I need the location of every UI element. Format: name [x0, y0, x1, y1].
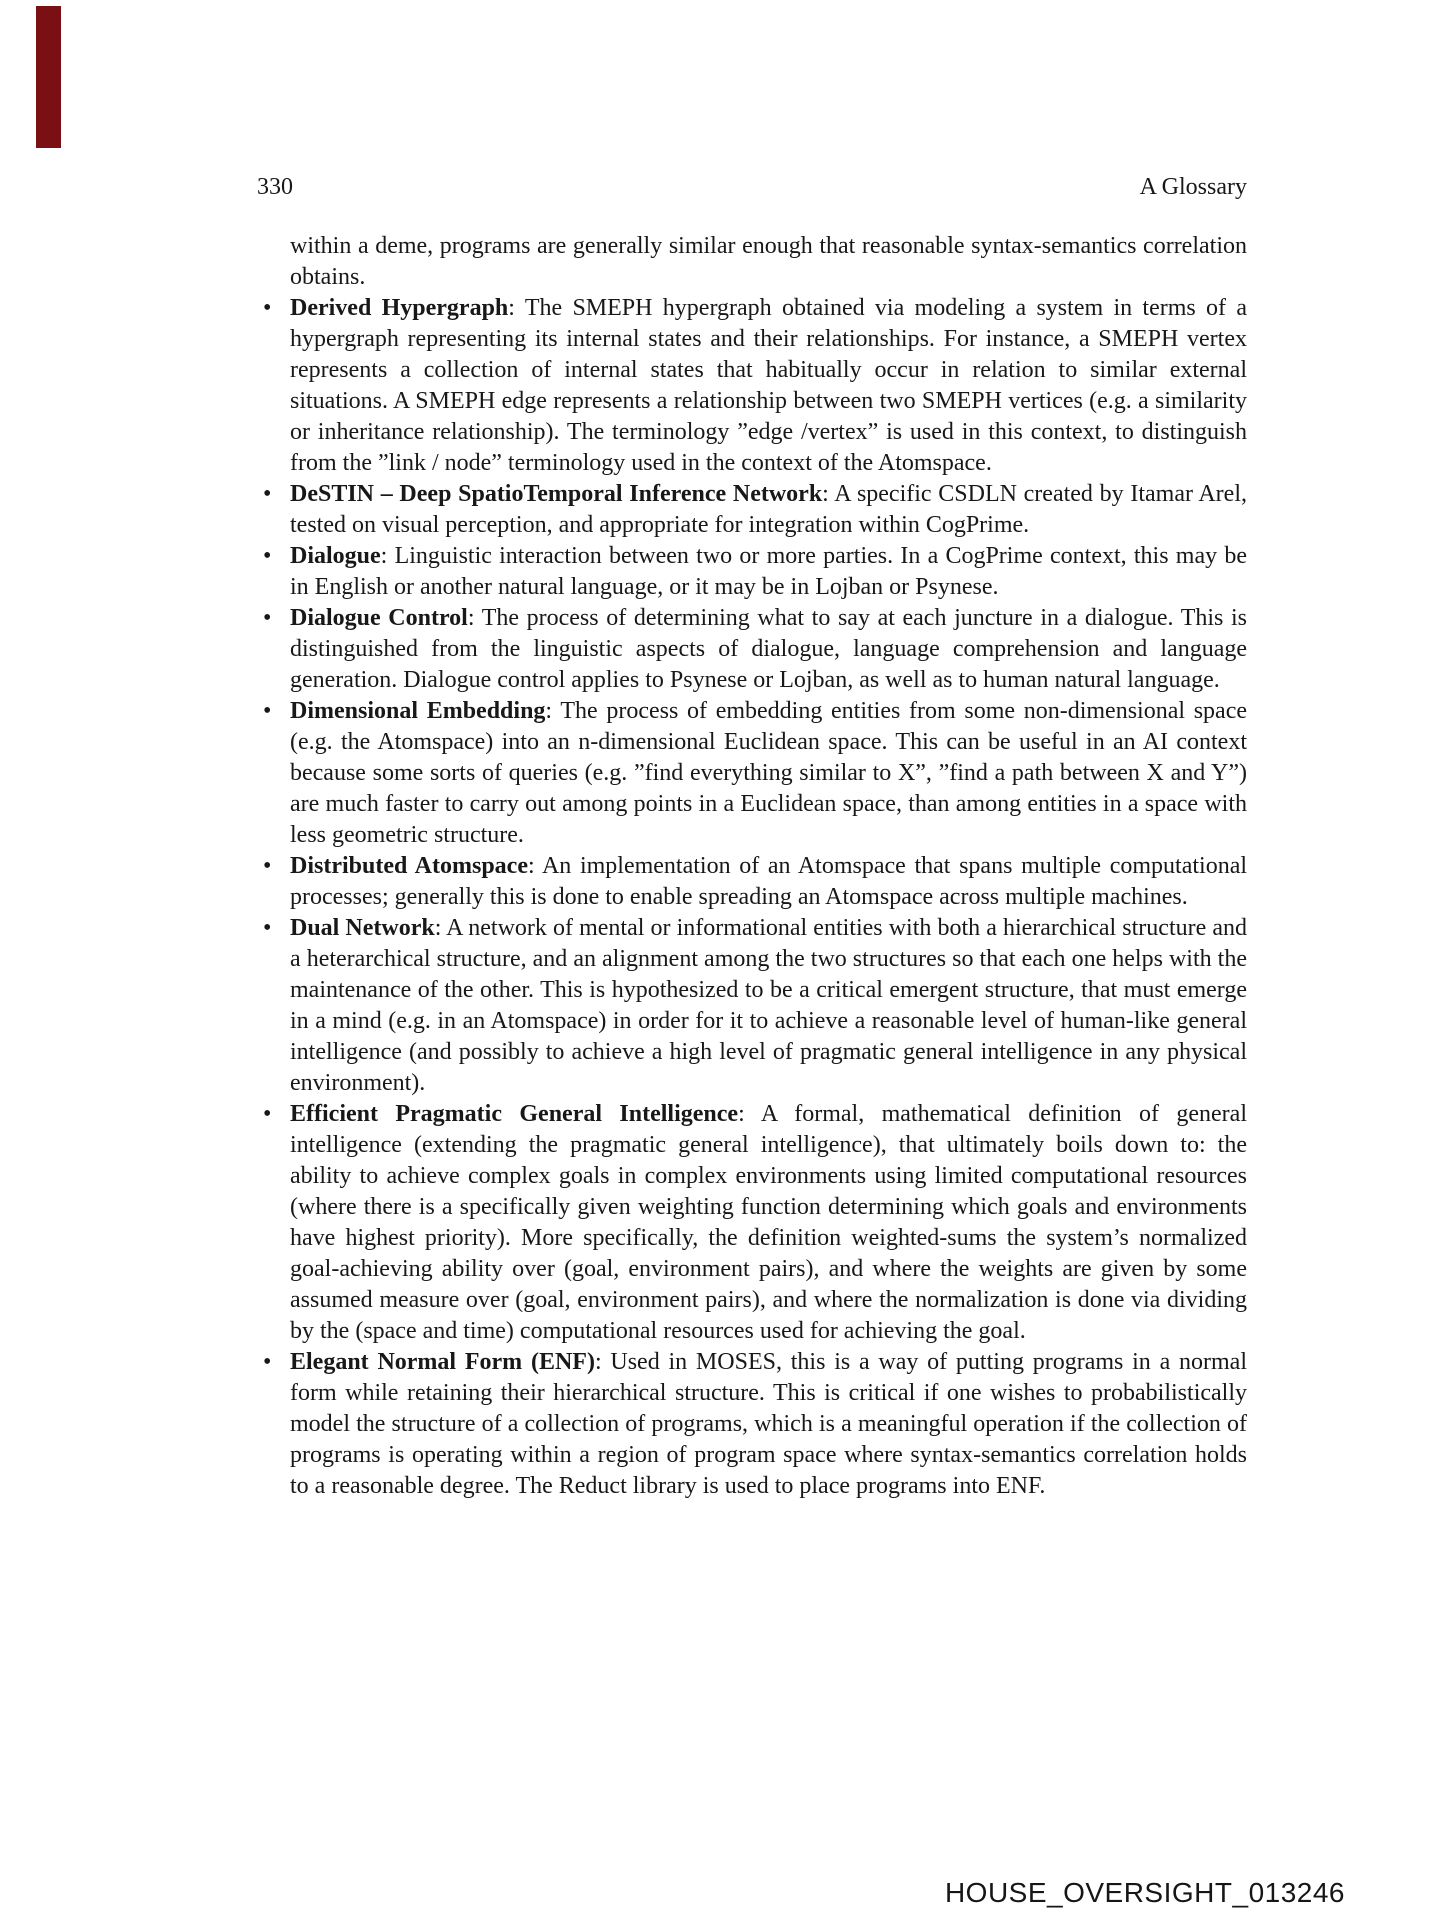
- bullet-icon: •: [263, 853, 272, 879]
- bullet-icon: •: [263, 481, 272, 507]
- glossary-term: Dimensional Embedding: [290, 698, 546, 724]
- glossary-definition: : A formal, mathematical definition of general intelligence (extending the pragmatic general intelligence), that ultimately boils down to: the ability to achieve complex goals in complex environments using limited computational resources (where there is a specifically given weighting function determining which goals and environments have highest priority). More specifically, the definition weighted-sums the system’s normalized goal-achieving ability over (goal, environment pairs), and where the weights are given by some assumed measure over (goal, environment pairs), and where the normalization is done via dividing by the (space and time) computational resources used for achieving the goal.: [290, 1101, 1247, 1344]
- page-number: 330: [257, 174, 293, 200]
- glossary-content: [257, 231, 1247, 1502]
- glossary-entry: [257, 293, 1247, 479]
- running-header: [257, 174, 1247, 200]
- bullet-icon: •: [263, 295, 272, 321]
- glossary-entry: [257, 851, 1247, 913]
- glossary-definition: : Linguistic interaction between two or more parties. In a CogPrime context, this may be in English or another natural language, or it may be in Lojban or Psynese.: [290, 543, 1247, 600]
- glossary-definition: : The process of embedding entities from some non-dimensional space (e.g. the Atomspace) into an n-dimensional Euclidean space. This can be useful in an AI context because some sorts of queries (e.g. ”find everything similar to X”, ”find a path between X and Y”) are much faster to carry out among points in a Euclidean space, than among entities in a space with less geometric structure.: [290, 698, 1247, 848]
- glossary-entry: [257, 1347, 1247, 1502]
- glossary-term: Efficient Pragmatic General Intelligence: [290, 1101, 739, 1127]
- glossary-term: Distributed Atomspace: [290, 853, 528, 879]
- bullet-icon: •: [263, 543, 272, 569]
- bullet-icon: •: [263, 1349, 272, 1375]
- glossary-entry: [257, 913, 1247, 1099]
- glossary-term: Dialogue Control: [290, 605, 468, 631]
- glossary-definition: : The process of determining what to say at each juncture in a dialogue. This is distinguished from the linguistic aspects of dialogue, language comprehension and language generation. Dialogue control applies to Psynese or Lojban, as well as to human natural language.: [290, 605, 1247, 693]
- red-edge-mark: [36, 6, 61, 148]
- glossary-term: DeSTIN – Deep SpatioTemporal Inference Network: [290, 481, 823, 507]
- glossary-definition: : The SMEPH hypergraph obtained via modeling a system in terms of a hypergraph representing its internal states and their relationships. For instance, a SMEPH vertex represents a collection of internal states that habitually occur in relation to similar external situations. A SMEPH edge represents a relationship between two SMEPH vertices (e.g. a similarity or inheritance relationship). The terminology ”edge /vertex” is used in this context, to distinguish from the ”link / node” terminology used in the context of the Atomspace.: [290, 295, 1248, 476]
- glossary-definition: : A specific CSDLN created by Itamar Arel, tested on visual perception, and appropriate for integration within CogPrime.: [290, 481, 1247, 538]
- glossary-term: Derived Hypergraph: [290, 295, 509, 321]
- bullet-icon: •: [263, 698, 272, 724]
- glossary-term: Dialogue: [290, 543, 381, 569]
- glossary-list: [257, 293, 1247, 1502]
- bullet-icon: •: [263, 1101, 272, 1127]
- bullet-icon: •: [263, 915, 272, 941]
- glossary-entry: [257, 1099, 1247, 1347]
- bullet-icon: •: [263, 605, 272, 631]
- glossary-definition: : A network of mental or informational entities with both a hierarchical structure and a heterarchical structure, and an alignment among the two structures so that each one helps with the maintenance of the other. This is hypothesized to be a critical emergent structure, that must emerge in a mind (e.g. in an Atomspace) in order for it to achieve a reasonable level of human-like general intelligence (and possibly to achieve a high level of pragmatic general intelligence in any physical environment).: [290, 915, 1248, 1096]
- glossary-term: Elegant Normal Form (ENF): [290, 1349, 595, 1375]
- glossary-entry: [257, 696, 1247, 851]
- glossary-definition: : Used in MOSES, this is a way of putting programs in a normal form while retaining their hierarchical structure. This is critical if one wishes to probabilistically model the structure of a collection of programs, which is a meaningful operation if the collection of programs is operating within a region of program space where syntax-semantics correlation holds to a reasonable degree. The Reduct library is used to place programs into ENF.: [290, 1349, 1247, 1499]
- glossary-entry: [257, 541, 1247, 603]
- glossary-entry: [257, 479, 1247, 541]
- header-title: A Glossary: [1139, 174, 1247, 200]
- bates-stamp: HOUSE_OVERSIGHT_013246: [944, 1877, 1345, 1908]
- continuation-paragraph: within a deme, programs are generally similar enough that reasonable syntax-semantics correlation obtains.: [290, 233, 1247, 290]
- glossary-term: Dual Network: [290, 915, 435, 941]
- glossary-entry: [257, 603, 1247, 696]
- glossary-definition: : An implementation of an Atomspace that spans multiple computational processes; generally this is done to enable spreading an Atomspace across multiple machines.: [290, 853, 1248, 910]
